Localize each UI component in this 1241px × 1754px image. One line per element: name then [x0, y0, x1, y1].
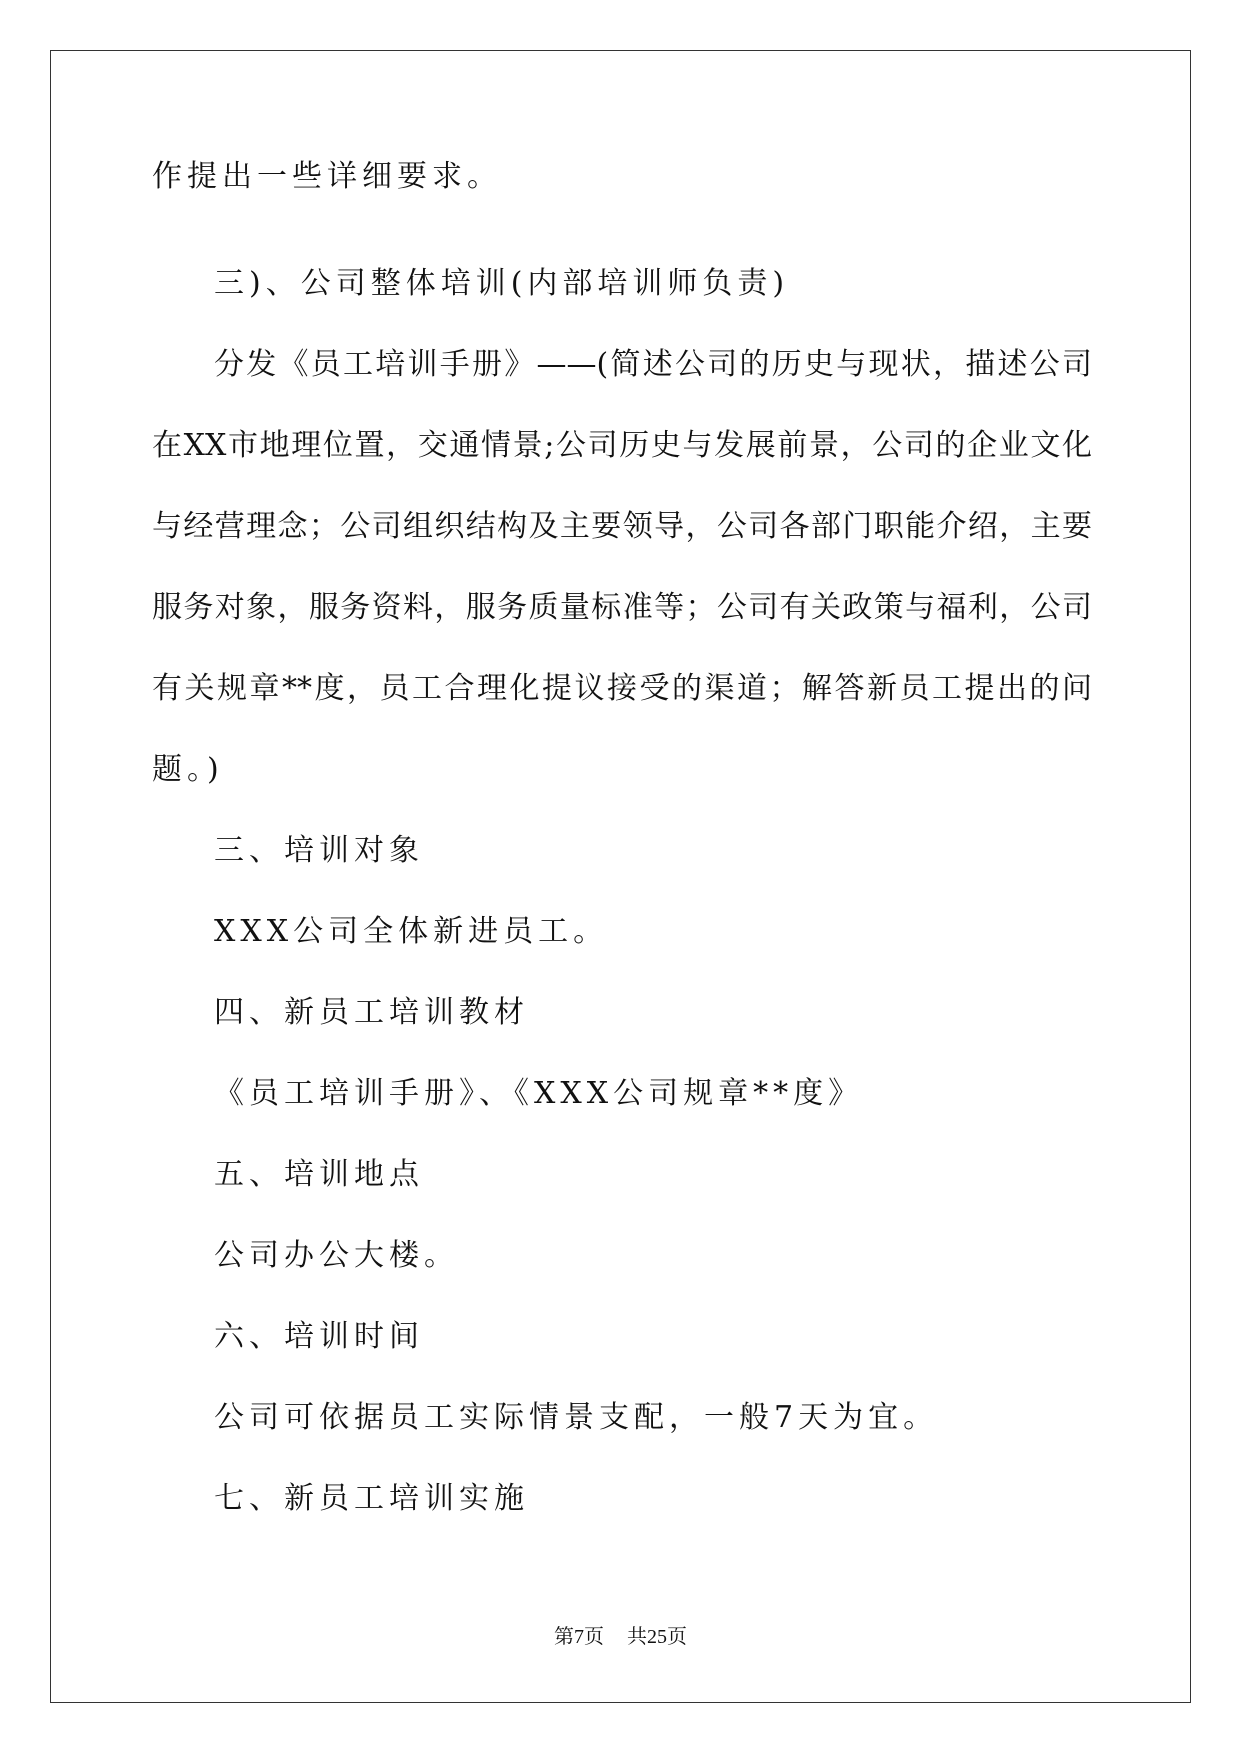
page-number: 第7页: [554, 1626, 604, 1648]
paragraph-line: 公司办公大楼。: [214, 1238, 459, 1273]
section-heading: 三、培训对象: [214, 833, 424, 868]
section-heading: 七、新员工培训实施: [214, 1481, 529, 1516]
paragraph-line: 《员工培训手册》、《XXX公司规章**度》: [214, 1076, 864, 1111]
section-heading: 三)、公司整体培训(内部培训师负责): [214, 266, 790, 301]
paragraph-line: 作提出一些详细要求。: [152, 159, 502, 194]
paragraph-line: 公司可依据员工实际情景支配，一般7天为宜。: [214, 1400, 939, 1435]
page-footer: [0, 1620, 1241, 1649]
paragraph-line: 分发《员工培训手册》——(简述公司的历史与现状，描述公司: [214, 347, 1092, 382]
paragraph-line: 服务对象，服务资料，服务质量标准等；公司有关政策与福利，公司: [152, 590, 1092, 625]
paragraph-line: 在XX市地理位置，交通情景;公司历史与发展前景，公司的企业文化: [152, 428, 1092, 463]
section-heading: 六、培训时间: [214, 1319, 424, 1354]
page-total: 共25页: [627, 1626, 687, 1648]
paragraph-line: XXX公司全体新进员工。: [214, 914, 609, 949]
paragraph-line: 有关规章**度，员工合理化提议接受的渠道；解答新员工提出的问: [152, 671, 1092, 706]
document-body: [152, 159, 1092, 1539]
section-heading: 五、培训地点: [214, 1157, 424, 1192]
section-heading: 四、新员工培训教材: [214, 995, 529, 1030]
paragraph-line: 题。): [152, 752, 224, 787]
paragraph-line: 与经营理念；公司组织结构及主要领导，公司各部门职能介绍，主要: [152, 509, 1092, 544]
